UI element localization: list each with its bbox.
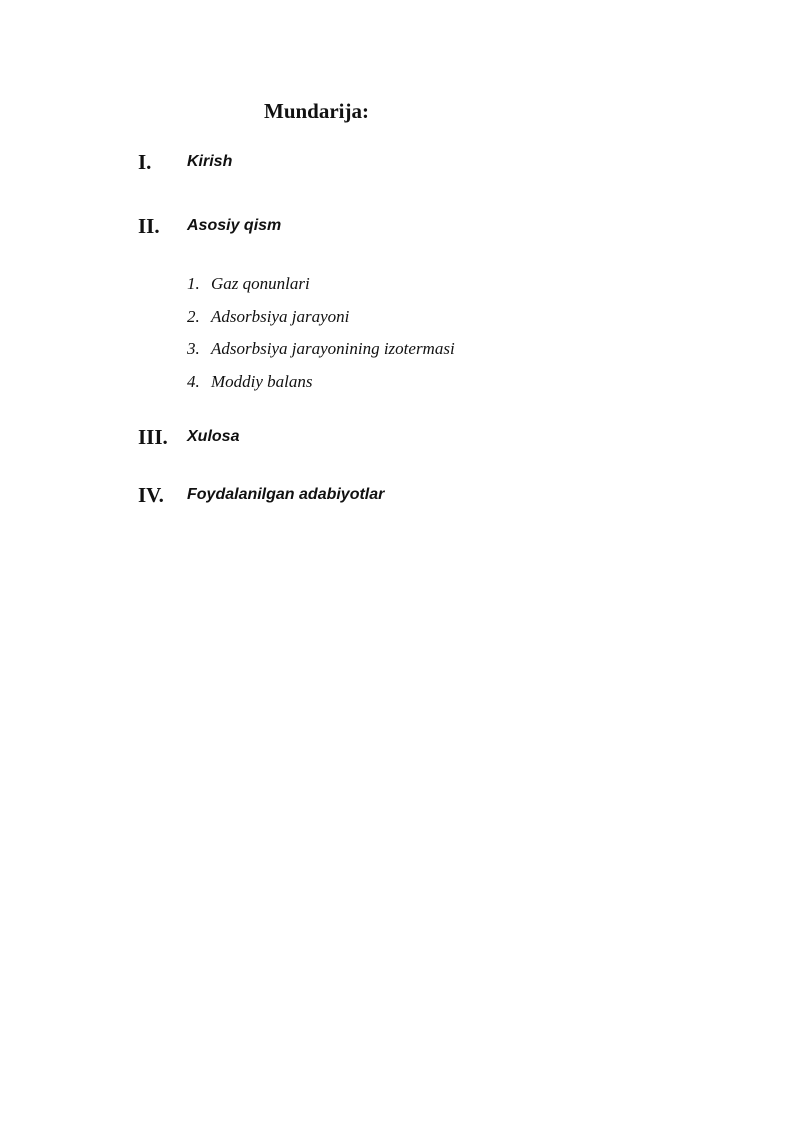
subsection-label: Gaz qonunlari	[211, 274, 310, 293]
page-title: Mundarija:	[264, 99, 369, 123]
subsection-number: 3.	[187, 339, 200, 358]
section-numeral: II.	[138, 214, 160, 238]
subsection-number: 2.	[187, 307, 200, 326]
section-numeral: IV.	[138, 483, 164, 507]
section-numeral: III.	[138, 425, 168, 449]
section-label: Xulosa	[187, 428, 240, 445]
subsection-number: 4.	[187, 372, 200, 391]
subsection-label: Adsorbsiya jarayoni	[211, 307, 350, 326]
section-label: Asosiy qism	[187, 217, 282, 234]
section-label: Foydalanilgan adabiyotlar	[187, 486, 385, 503]
section-label: Kirish	[187, 153, 233, 170]
subsection-number: 1.	[187, 274, 200, 293]
subsection-label: Adsorbsiya jarayonining izotermasi	[211, 339, 455, 358]
subsection-label: Moddiy balans	[211, 372, 313, 391]
section-numeral: I.	[138, 150, 152, 174]
